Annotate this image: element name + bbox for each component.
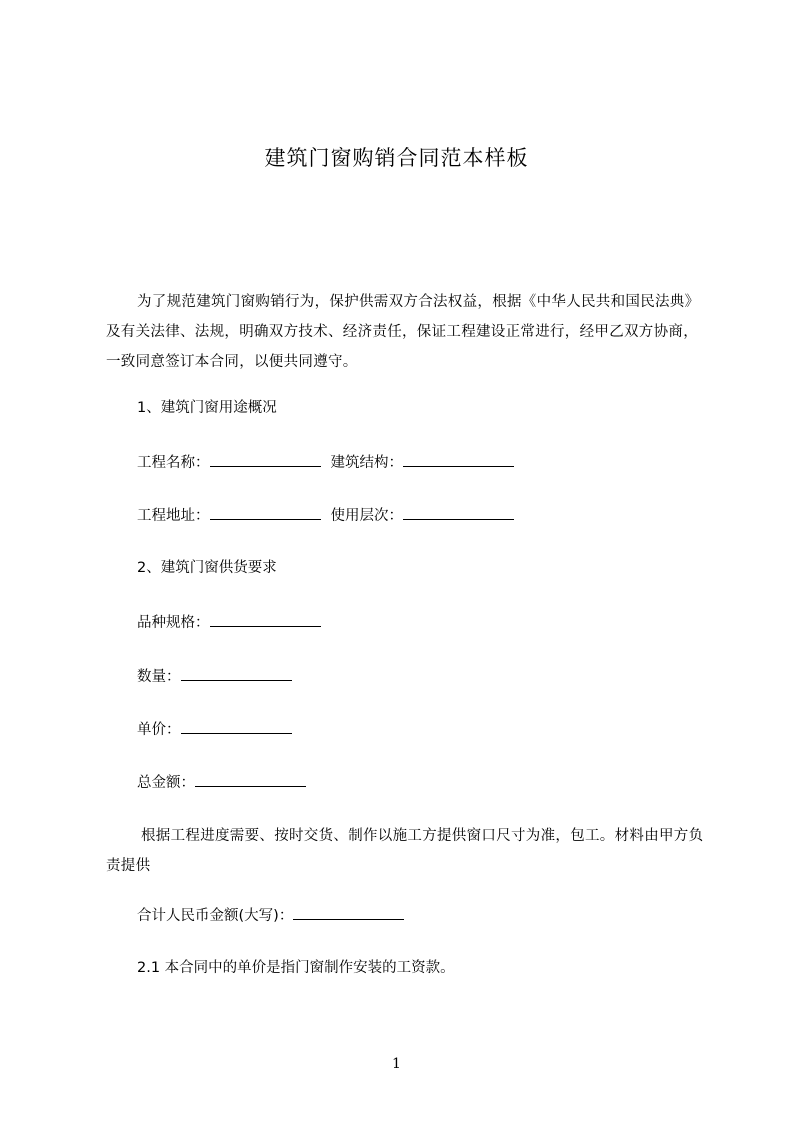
floors-blank bbox=[403, 504, 514, 520]
section1-heading: 1、建筑门窗用途概况 bbox=[137, 400, 277, 416]
total-row bbox=[137, 771, 306, 793]
project-name-row bbox=[137, 451, 514, 473]
document-title: 建筑门窗购销合同范本样板 bbox=[264, 146, 529, 170]
clause-2-1: 2.1 本合同中的单价是指门窗制作安装的工资款。 bbox=[137, 960, 455, 976]
address-row bbox=[137, 504, 514, 526]
section2-heading: 2、建筑门窗供货要求 bbox=[137, 560, 277, 576]
rmb-total-blank bbox=[293, 904, 404, 920]
intro-text: 为了规范建筑门窗购销行为，保护供需双方合法权益，根据《中华人民共和国民法典》及有关法律、法规，明确双方技术、经济责任，保证工程建设正常进行，经甲乙双方协商，一致同意签订本合同，以便共同遵守。 bbox=[106, 294, 700, 370]
address-blank bbox=[210, 504, 321, 520]
unit-price-blank bbox=[181, 718, 292, 734]
supply-note-text: 根据工程进度需要、按时交货、制作以施工方提供窗口尺寸为准，包工。材料由甲方负责提供 bbox=[106, 828, 704, 874]
structure-blank bbox=[403, 451, 514, 467]
quantity-label: 数量： bbox=[137, 669, 181, 685]
floors-label: 使用层次： bbox=[330, 508, 403, 524]
spec-label: 品种规格： bbox=[137, 615, 210, 631]
address-label: 工程地址： bbox=[137, 508, 210, 524]
intro-paragraph bbox=[106, 287, 706, 377]
spec-row bbox=[137, 611, 321, 633]
page-number: 1 bbox=[392, 1056, 401, 1072]
total-blank bbox=[195, 771, 306, 787]
rmb-total-row bbox=[137, 904, 404, 926]
spec-blank bbox=[210, 611, 321, 627]
structure-label: 建筑结构： bbox=[330, 455, 403, 471]
unit-price-row bbox=[137, 718, 292, 740]
supply-note-paragraph bbox=[106, 821, 706, 881]
total-label: 总金额： bbox=[137, 775, 195, 791]
unit-price-label: 单价： bbox=[137, 722, 181, 738]
quantity-blank bbox=[181, 665, 292, 681]
project-name-label: 工程名称： bbox=[137, 455, 210, 471]
project-name-blank bbox=[210, 451, 321, 467]
rmb-total-label: 合计人民币金额(大写)： bbox=[137, 908, 294, 924]
quantity-row bbox=[137, 665, 292, 687]
